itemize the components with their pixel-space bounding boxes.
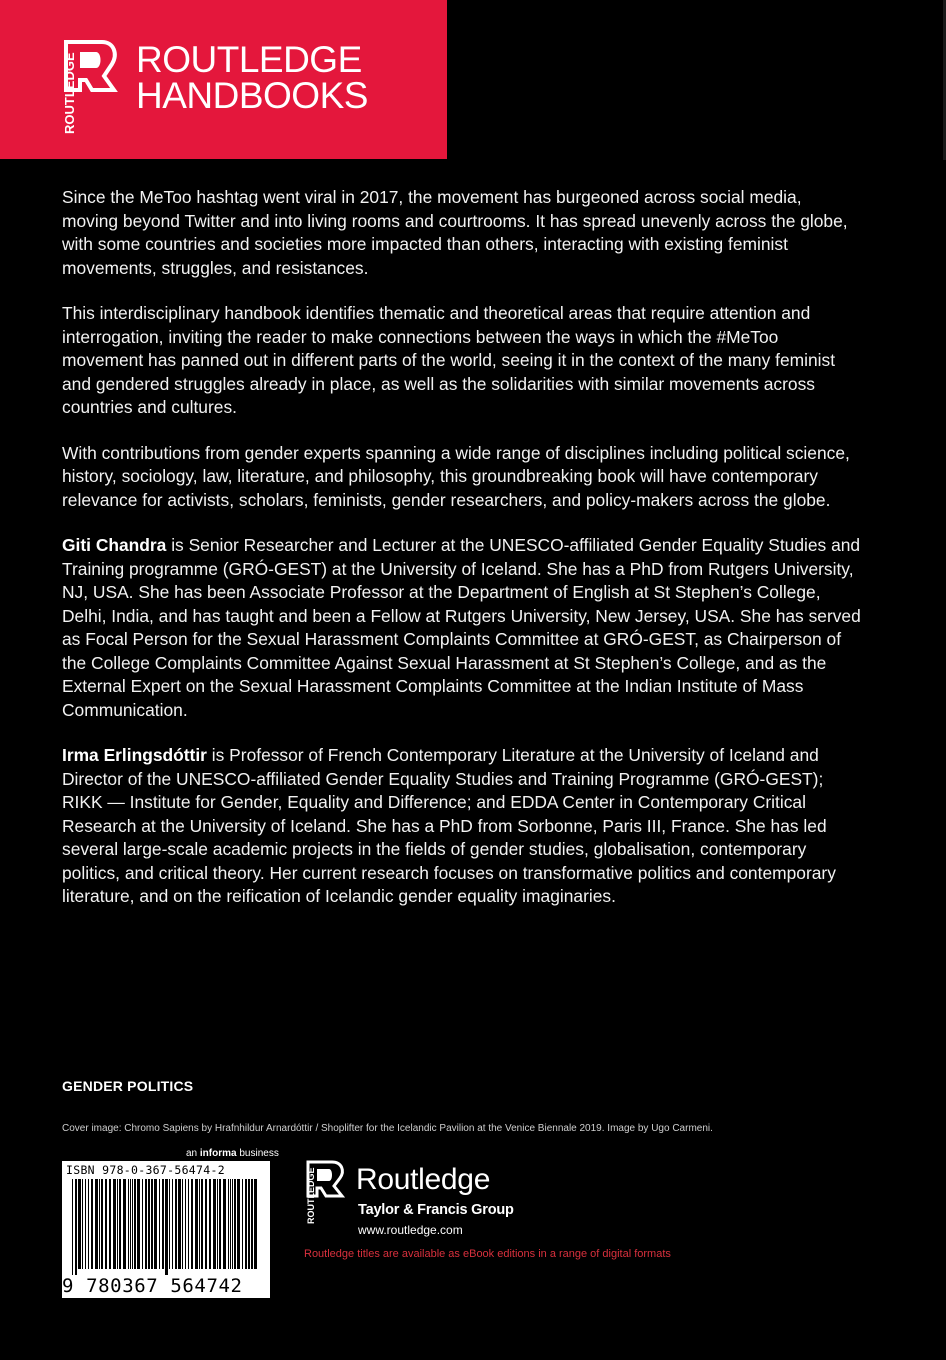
barcode-bar: [185, 1179, 186, 1269]
barcode-bar: [101, 1179, 103, 1269]
barcode-bar: [254, 1179, 257, 1269]
barcode-bar: [113, 1179, 116, 1269]
barcode-bar: [134, 1179, 136, 1269]
logo-vertical-text: ROUTLEDGE: [62, 52, 77, 134]
barcode-bar: [145, 1179, 147, 1269]
barcode-bar: [105, 1179, 107, 1269]
barcode-bar: [169, 1179, 170, 1269]
barcode-bar: [165, 1179, 168, 1275]
series-line-1: ROUTLEDGE: [136, 39, 362, 80]
barcode-bar: [159, 1179, 160, 1269]
barcode-bar: [117, 1179, 118, 1269]
barcode-bar: [201, 1179, 203, 1269]
cover-credit: Cover image: Chromo Sapiens by Hrafnhildur Arnardóttir / Shoplifter for the Icelandic Pavilion at the Venice Biennale 2019. Image by Ugo Carmeni.: [62, 1123, 713, 1134]
barcode-bar: [142, 1179, 143, 1269]
barcode-bar: [237, 1179, 240, 1269]
barcode-bar: [205, 1179, 207, 1269]
barcode-bar: [132, 1179, 133, 1269]
barcode-bar: [217, 1179, 218, 1269]
informa-prefix: an: [186, 1148, 200, 1159]
publisher-logo-text: ROUTLEDGE: [306, 1167, 316, 1224]
blurb-paragraph-2: This interdisciplinary handbook identifies thematic and theoretical areas that require attention and interrogation, inviting the reader to make connections between the ways in which the #MeToo movement has panned out in different parts of the world, seeing it in the context of the many feminist and gendered struggles already in place, as well as the solidarities with similar movements across countries and cultures.: [62, 303, 836, 417]
barcode-bar: [172, 1179, 173, 1269]
barcode-bar: [123, 1179, 126, 1269]
author-bio-text-1: is Senior Researcher and Lecturer at the UNESCO-affiliated Gender Equality Studies and Training programme (GRÓ-GEST) at the University of Iceland. She has a PhD from Rutgers University, NJ, USA. She has been Associate Professor at the Department of English at St Stephen’s College, Delhi, India, and has taught and been a Fellow at Rutgers University, New Jersey, USA. She has served as Focal Person for the Sexual Harassment Complaints Committee at GRÓ-GEST, as Chairperson of the College Complaints Committee Against Sexual Harassment at St Stephen’s College, and as the External Expert on the Sexual Harassment Complaints Committee at the Indian Institute of Mass Communication.: [62, 535, 861, 720]
blurb-paragraph-3: With contributions from gender experts spanning a wide range of disciplines including political science, history, sociology, law, literature, and philosophy, this groundbreaking book will have contemporary relevance for activists, scholars, feminists, gender researchers, and policy-makers across the globe.: [62, 442, 850, 510]
barcode-bar: [182, 1179, 183, 1269]
barcode-bar: [151, 1179, 153, 1269]
barcode-bar: [75, 1179, 77, 1275]
barcode-bar: [128, 1179, 129, 1269]
routledge-publisher-logo-icon: [302, 1160, 348, 1226]
barcode-bar: [213, 1179, 216, 1269]
barcode-bar: [188, 1179, 189, 1269]
author-name-2: Irma Erlingsdóttir: [62, 745, 207, 765]
barcode-bar: [95, 1179, 98, 1269]
ebook-availability-note: Routledge titles are available as eBook editions in a range of digital formats: [304, 1248, 671, 1260]
barcode-bar: [119, 1179, 121, 1269]
barcode-bar: [85, 1179, 86, 1269]
informa-tagline: [186, 1148, 279, 1159]
barcode-bar: [232, 1179, 233, 1269]
informa-brand: informa: [199, 1148, 237, 1159]
barcode-bar: [130, 1179, 131, 1269]
barcode-bar: [91, 1179, 93, 1269]
barcode-bar: [230, 1179, 231, 1269]
isbn-digits: 9 780367 564742: [62, 1275, 243, 1297]
barcode-bar: [234, 1179, 236, 1269]
author-bio-1: [62, 534, 862, 722]
barcode-bar: [251, 1179, 253, 1269]
routledge-logo-icon: [58, 40, 120, 136]
barcode-bar: [78, 1179, 81, 1269]
barcode-bar: [137, 1179, 140, 1269]
informa-suffix: business: [236, 1148, 279, 1159]
barcode-bar: [72, 1179, 73, 1275]
publisher-name: Routledge: [356, 1163, 491, 1196]
series-title: [136, 39, 368, 116]
barcode-bar: [195, 1179, 198, 1269]
barcode-bar: [154, 1179, 157, 1269]
blurb-paragraph-1: Since the MeToo hashtag went viral in 2017, the movement has burgeoned across social media, moving beyond Twitter and into living rooms and courtrooms. It has spread unevenly across the globe, with some countries and societies more impacted than others, interacting with existing feminist movements, struggles, and resistances.: [62, 187, 848, 278]
barcode-panel: [62, 1161, 270, 1298]
barcode-bar: [175, 1179, 177, 1269]
author-bio-2: [62, 744, 862, 909]
barcode-bar: [242, 1179, 243, 1269]
barcode-bar: [162, 1179, 164, 1269]
barcode-bar: [109, 1179, 111, 1269]
barcode-bar: [223, 1179, 226, 1269]
barcode-bar: [245, 1179, 247, 1269]
subject-category: GENDER POLITICS: [62, 1078, 194, 1094]
barcode-bar: [178, 1179, 181, 1269]
series-line-2: HANDBOOKS: [136, 75, 368, 116]
barcode-bar: [148, 1179, 150, 1269]
barcode-bar: [219, 1179, 221, 1269]
blurb: [62, 186, 862, 931]
isbn-label: ISBN 978-0-367-56474-2: [66, 1163, 225, 1177]
barcode-bar: [199, 1179, 200, 1269]
barcode-bar: [82, 1179, 83, 1269]
publisher-url[interactable]: www.routledge.com: [358, 1223, 463, 1237]
barcode-bar: [88, 1179, 89, 1269]
barcode-bar: [191, 1179, 193, 1269]
barcode-bar: [99, 1179, 100, 1269]
barcode-icon: [70, 1179, 262, 1275]
publisher-group: Taylor & Francis Group: [358, 1202, 514, 1218]
author-bio-text-2: is Professor of French Contemporary Literature at the University of Iceland and Director of the UNESCO-affiliated Gender Equality Studies and Training Programme (GRÓ-GEST); RIKK — Institute for Gender, Equality and Difference; and EDDA Center in Contemporary Critical Research at the University of Iceland. She has a PhD from Sorbonne, Paris III, France. She has led several large-scale academic projects in the fields of gender studies, globalisation, contemporary politics, and critical theory. Her current research focuses on transformative politics and contemporary literature, and on the reification of Icelandic gender equality imaginaries.: [62, 745, 836, 906]
barcode-bar: [228, 1179, 229, 1269]
series-banner: [0, 0, 447, 159]
barcode-bar: [248, 1179, 250, 1269]
author-name-1: Giti Chandra: [62, 535, 167, 555]
barcode-bar: [209, 1179, 211, 1269]
